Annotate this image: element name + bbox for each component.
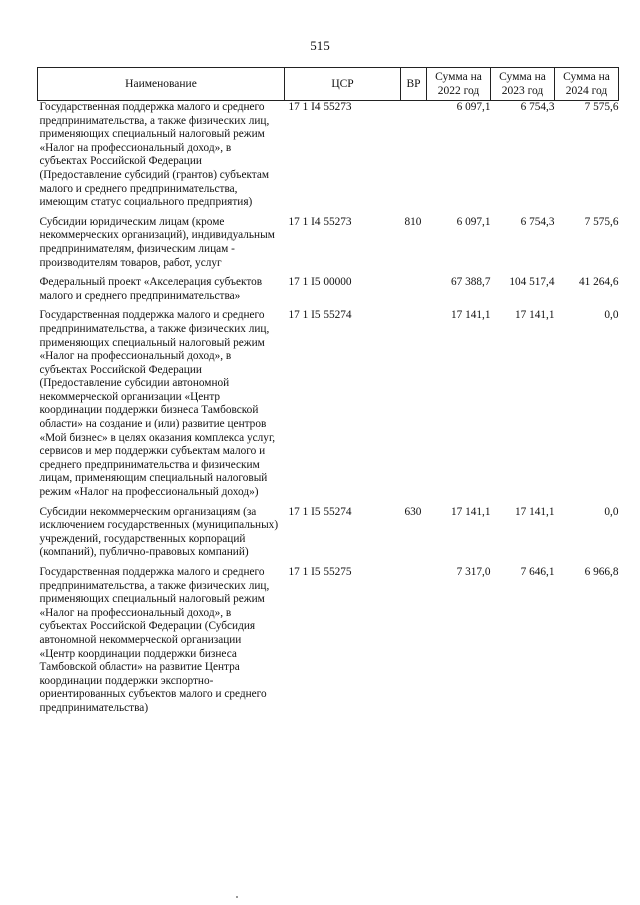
header-csr: ЦСР — [285, 68, 401, 101]
row-sum-2023: 6 754,3 — [520, 101, 555, 113]
page-number: 515 — [310, 38, 330, 53]
row-sum-2023: 7 646,1 — [520, 566, 555, 578]
row-vr — [401, 566, 427, 722]
row-name: Государственная поддержка малого и среднего предпринимательства, а также физических лиц, применяющих специальный налоговый режим «Налог на профессиональный доход», в субъектах Российской Федерации (Предоставление субсидий (грантов) субъектам малого и среднего предпринимательства, имеющим статус социального предприятия) — [39, 101, 270, 209]
header-name: Наименование — [38, 68, 285, 101]
scan-dot — [236, 896, 238, 898]
row-name: Субсидии некоммерческим организациям (за исключением государственных (муниципальных) учреждений, государственных корпораций (компаний), публично-правовых компаний) — [39, 505, 279, 559]
row-name: Государственная поддержка малого и среднего предпринимательства, а также физических лиц, применяющих специальный налоговый режим «Налог на профессиональный доход», в субъектах Российской Федерации (Предоставление субсидии автономной некоммерческой организации «Центр координации поддержки бизнеса Тамбовской области» на создание и (или) развитие центров «Мой бизнес» в целях оказания комплекса услуг, сервисов и мер поддержки субъектам малого и среднего предпринимательства и физическим лицам, применяющим специальный налоговый режим «Налог на профессиональный доход») — [39, 309, 276, 499]
row-csr: 17 1 I5 55275 — [288, 566, 352, 578]
row-sum-2023: 104 517,4 — [509, 276, 555, 289]
row-sum-2023: 17 141,1 — [514, 309, 555, 322]
row-sum-2024: 0,0 — [604, 505, 619, 518]
row-csr: 17 1 I5 00000 — [288, 276, 352, 289]
header-sum-2024: Сумма на 2024 год — [555, 68, 619, 101]
row-sum-2022: 17 141,1 — [450, 505, 491, 518]
row-sum-2024: 41 264,6 — [578, 276, 619, 289]
row-vr — [401, 276, 427, 309]
row-sum-2024: 7 575,6 — [584, 101, 619, 113]
row-sum-2023: 17 141,1 — [514, 505, 555, 518]
table-row — [38, 276, 619, 309]
row-name: Субсидии юридическим лицам (кроме некоммерческих организаций), индивидуальным предпринимателям, физическим лицам - производителям товаров, работ, услуг — [39, 215, 275, 269]
header-sum-2022: Сумма на 2022 год — [427, 68, 491, 101]
row-sum-2024: 0,0 — [604, 309, 619, 322]
row-sum-2022: 17 141,1 — [450, 309, 491, 322]
row-sum-2022: 6 097,1 — [456, 215, 491, 228]
row-sum-2022: 7 317,0 — [456, 566, 491, 578]
table-row — [38, 101, 619, 216]
table-row — [38, 506, 619, 566]
row-vr: 810 — [404, 215, 422, 228]
row-sum-2022: 67 388,7 — [450, 276, 491, 289]
header-sum-2023: Сумма на 2023 год — [491, 68, 555, 101]
row-vr: 630 — [404, 505, 422, 518]
row-vr — [401, 101, 427, 216]
table-row — [38, 566, 619, 722]
row-sum-2022: 6 097,1 — [456, 101, 491, 113]
row-csr: 17 1 I5 55274 — [288, 505, 352, 518]
row-name: Федеральный проект «Акселерация субъектов малого и среднего предпринимательства» — [39, 276, 263, 302]
row-vr — [401, 309, 427, 505]
row-sum-2024: 7 575,6 — [584, 215, 619, 228]
header-vr: ВР — [401, 68, 427, 101]
row-sum-2024: 6 966,8 — [584, 566, 619, 578]
table-body — [38, 101, 619, 722]
budget-table — [37, 67, 619, 722]
row-csr: 17 1 I4 55273 — [288, 101, 352, 113]
table-row — [38, 309, 619, 505]
row-csr: 17 1 I4 55273 — [288, 215, 352, 228]
row-name: Государственная поддержка малого и среднего предпринимательства, а также физических лиц, применяющих специальный налоговый режим «Налог на профессиональный доход», в субъектах Российской Федерации (Субсидия автономной некоммерческой организации «Центр координации поддержки бизнеса Тамбовской области» на развитие Центра координации поддержки экспортно-ориентированных субъектов малого и среднего предпринимательства) — [39, 566, 270, 714]
table-header — [38, 68, 619, 101]
table-row — [38, 216, 619, 276]
row-csr: 17 1 I5 55274 — [288, 309, 352, 322]
row-sum-2023: 6 754,3 — [520, 215, 555, 228]
